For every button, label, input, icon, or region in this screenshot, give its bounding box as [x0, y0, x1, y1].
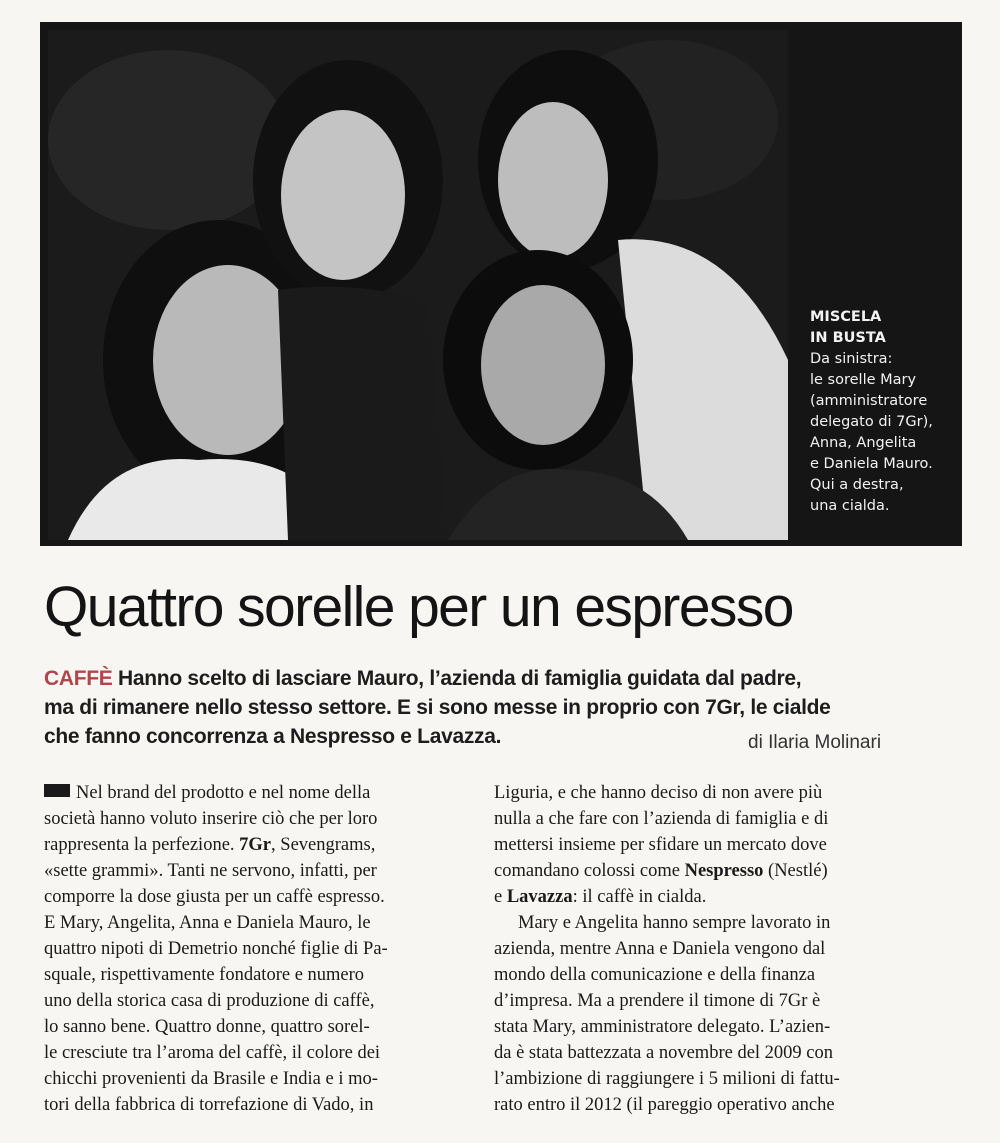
body-line: chicchi provenienti da Brasile e India e i mo-	[44, 1069, 378, 1089]
body-line: mondo della comunicazione e della finanza	[494, 965, 816, 985]
body-line-fragment: , Sevengrams,	[271, 835, 376, 855]
body-line: le cresciute tra l’aroma del caffè, il colore dei	[44, 1043, 381, 1063]
body-line: lo sanno bene. Quattro donne, quattro sorel-	[44, 1017, 370, 1037]
caption-line: le sorelle Mary	[810, 372, 917, 388]
sisters-photo	[48, 30, 788, 540]
body-line: comporre la dose giusta per un caffè espresso.	[44, 887, 385, 907]
body-line: Nel brand del prodotto e nel nome della	[76, 783, 371, 803]
paragraph-start-square-icon	[44, 784, 70, 797]
body-line: da è stata battezzata a novembre del 2009 con	[494, 1043, 834, 1063]
photo-frame	[40, 22, 962, 546]
subhead-line-3: che fanno concorrenza a Nespresso e Lavazza.	[44, 725, 502, 748]
body-line: «sette grammi». Tanti ne servono, infatti, per	[44, 861, 377, 881]
body-line: Liguria, e che hanno deciso di non avere più	[494, 783, 823, 803]
body-line: stata Mary, amministratore delegato. L’azien-	[494, 1017, 831, 1037]
caption-line: delegato di 7Gr),	[810, 414, 933, 430]
caption-line: una cialda.	[810, 498, 890, 514]
caption-line: Da sinistra:	[810, 351, 893, 367]
caption-title-line-2: IN BUSTA	[810, 330, 886, 346]
brand-nespresso: Nespresso	[684, 861, 764, 881]
brand-7gr: 7Gr	[239, 835, 272, 855]
article-headline: Quattro sorelle per un espresso	[44, 575, 793, 639]
body-line-fragment: comandano colossi come	[494, 861, 685, 881]
body-line: l’ambizione di raggiungere i 5 milioni di fattu-	[494, 1069, 840, 1089]
body-line: Mary e Angelita hanno sempre lavorato in	[518, 913, 831, 933]
body-line: d’impresa. Ma a prendere il timone di 7Gr è	[494, 991, 821, 1011]
brand-lavazza: Lavazza	[506, 887, 573, 907]
body-line-fragment: : il caffè in cialda.	[572, 887, 707, 907]
body-line: rato entro il 2012 (il pareggio operativo anche	[494, 1095, 835, 1115]
caption-line: e Daniela Mauro.	[810, 456, 933, 472]
body-line: società hanno voluto inserire ciò che per loro	[44, 809, 378, 829]
body-line-fragment: (Nestlé)	[763, 861, 828, 881]
subhead-line-1: Hanno scelto di lasciare Mauro, l’azienda di famiglia guidata dal padre,	[112, 667, 802, 690]
body-line: mettersi insieme per sfidare un mercato dove	[494, 835, 827, 855]
body-line: tori della fabbrica di torrefazione di Vado, in	[44, 1095, 374, 1115]
body-column-1	[44, 780, 468, 1118]
author-byline: di Ilaria Molinari	[748, 732, 882, 753]
caption-line: Qui a destra,	[810, 477, 904, 493]
caption-line: Anna, Angelita	[810, 435, 917, 451]
caption-line: (amministratore	[810, 393, 928, 409]
photo-illustration	[48, 30, 788, 540]
body-line: azienda, mentre Anna e Daniela vengono dal	[494, 939, 826, 959]
body-line: uno della storica casa di produzione di caffè,	[44, 991, 375, 1011]
photo-caption	[810, 307, 995, 517]
body-line: nulla a che fare con l’azienda di famiglia e di	[494, 809, 829, 829]
subhead-line-2: ma di rimanere nello stesso settore. E si sono messe in proprio con 7Gr, le cialde	[44, 696, 831, 719]
caption-title-line-1: MISCELA	[810, 309, 882, 325]
body-line: quattro nipoti di Demetrio nonché figlie di Pa-	[44, 939, 388, 959]
body-line: squale, rispettivamente fondatore e numero	[44, 965, 365, 985]
body-column-2	[494, 780, 918, 1118]
section-kicker: CAFFÈ	[44, 667, 113, 690]
body-line: E Mary, Angelita, Anna e Daniela Mauro, le	[44, 913, 371, 933]
body-line-fragment: e	[494, 887, 507, 907]
body-line: rappresenta la perfezione.	[44, 835, 240, 855]
